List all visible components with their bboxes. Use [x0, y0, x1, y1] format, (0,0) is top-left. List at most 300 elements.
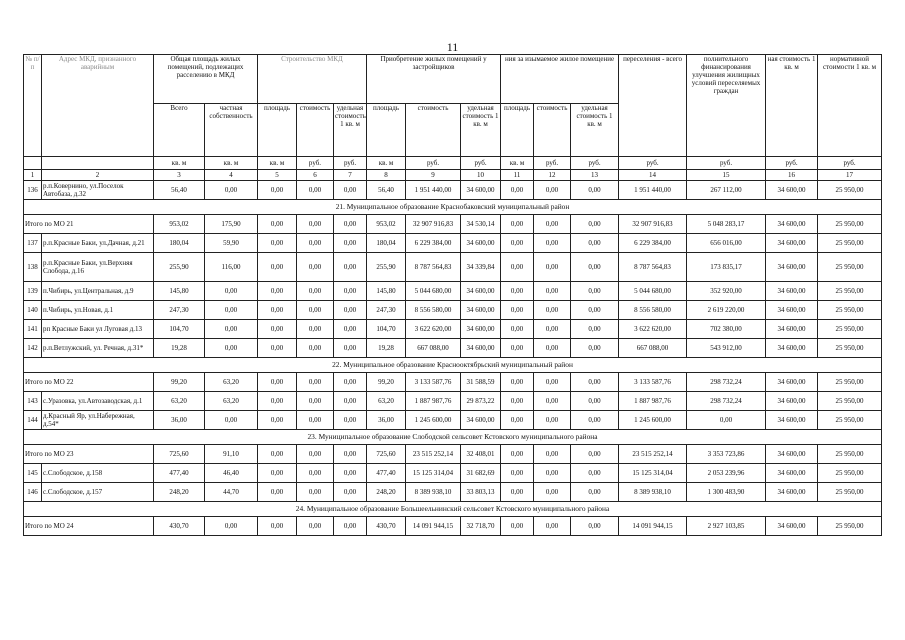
table-cell: 0,00	[297, 301, 334, 320]
table-cell: 352 920,00	[687, 282, 766, 301]
table-cell: 0,00	[297, 253, 334, 282]
table-cell: 0,00	[534, 445, 571, 464]
table-cell: 1 951 440,00	[619, 181, 687, 200]
table-cell: 0,00	[297, 392, 334, 411]
table-cell: 34 600,00	[461, 181, 501, 200]
table-cell: 1 951 440,00	[406, 181, 461, 200]
table-cell: 0,00	[534, 234, 571, 253]
units-cell: кв. м	[367, 157, 406, 170]
table-cell: 248,20	[367, 483, 406, 502]
table-cell: 0,00	[534, 464, 571, 483]
column-number-cell: 15	[687, 170, 766, 181]
header-build-cost: стоимость	[297, 104, 334, 157]
table-cell: 0,00	[205, 301, 258, 320]
table-cell: 25 950,00	[818, 234, 882, 253]
table-cell: 0,00	[571, 181, 619, 200]
table-cell: 430,70	[367, 517, 406, 536]
table-cell: 91,10	[205, 445, 258, 464]
table-cell: 25 950,00	[818, 215, 882, 234]
section-row	[24, 502, 882, 517]
table-cell: 0,00	[205, 181, 258, 200]
column-number-cell: 8	[367, 170, 406, 181]
table-cell: 247,30	[154, 301, 205, 320]
table-cell: 0,00	[501, 392, 534, 411]
address-cell: с.Слободское, д.157	[42, 483, 154, 502]
table-cell: 0,00	[334, 411, 367, 430]
table-cell: 0,00	[534, 320, 571, 339]
table-cell: 5 044 680,00	[406, 282, 461, 301]
table-cell: 180,04	[367, 234, 406, 253]
table-cell: 0,00	[258, 181, 297, 200]
table-cell: 25 950,00	[818, 483, 882, 502]
table-row	[24, 301, 882, 320]
table-cell: 63,20	[367, 392, 406, 411]
address-cell: р.п.Ковернино, ул.Поселок Автобаза, д.32	[42, 181, 154, 200]
table-cell: 25 950,00	[818, 301, 882, 320]
header-total: Всего	[154, 104, 205, 157]
row-number-cell: 143	[24, 392, 42, 411]
table-row	[24, 483, 882, 502]
table-body	[24, 181, 882, 536]
table-cell: 0,00	[334, 215, 367, 234]
table-cell: 36,00	[367, 411, 406, 430]
table-cell: 1 887 987,76	[406, 392, 461, 411]
units-row	[24, 157, 882, 170]
table-cell: 656 016,00	[687, 234, 766, 253]
table-cell: 99,20	[154, 373, 205, 392]
table-cell: 0,00	[534, 517, 571, 536]
table-cell: 0,00	[571, 373, 619, 392]
column-number-cell: 5	[258, 170, 297, 181]
table-cell: 0,00	[205, 282, 258, 301]
table-cell: 0,00	[258, 215, 297, 234]
table-cell: 25 950,00	[818, 373, 882, 392]
column-number-cell: 17	[818, 170, 882, 181]
table-cell: 0,00	[297, 282, 334, 301]
table-cell: 0,00	[334, 320, 367, 339]
column-number-cell: 2	[42, 170, 154, 181]
table-cell: 2 619 220,00	[687, 301, 766, 320]
table-cell: 953,02	[154, 215, 205, 234]
table-cell: 0,00	[534, 392, 571, 411]
row-number-cell: 136	[24, 181, 42, 200]
table-cell: 0,00	[334, 517, 367, 536]
table-cell: 0,00	[258, 373, 297, 392]
table-cell: 725,60	[367, 445, 406, 464]
table-cell: 477,40	[367, 464, 406, 483]
table-cell: 0,00	[334, 301, 367, 320]
table-row	[24, 181, 882, 200]
table-cell: 255,90	[367, 253, 406, 282]
header-purchase-area: площадь	[367, 104, 406, 157]
column-number-cell: 4	[205, 170, 258, 181]
address-cell: рп Красные Баки ул Луговая д.13	[42, 320, 154, 339]
table-cell: 953,02	[367, 215, 406, 234]
column-numbers-row	[24, 170, 882, 181]
table-cell: 8 787 564,83	[619, 253, 687, 282]
address-cell: д.Красный Яр, ул.Набережная, д.54*	[42, 411, 154, 430]
subtotal-label: Итого по МО 23	[24, 445, 154, 464]
table-cell: 0,00	[297, 215, 334, 234]
table-cell: 99,20	[367, 373, 406, 392]
address-cell: р.п.Красные Баки, ул.Дачная, д.21	[42, 234, 154, 253]
column-number-cell: 10	[461, 170, 501, 181]
table-cell: 0,00	[501, 320, 534, 339]
table-cell: 34 600,00	[766, 445, 818, 464]
section-row	[24, 200, 882, 215]
table-cell: 0,00	[501, 215, 534, 234]
units-cell: руб.	[818, 157, 882, 170]
table-cell: 25 950,00	[818, 392, 882, 411]
table-cell: 255,90	[154, 253, 205, 282]
table-cell: 1 245 600,00	[619, 411, 687, 430]
header-build-group: Строительство МКД	[258, 55, 367, 104]
table-cell: 25 950,00	[818, 282, 882, 301]
address-cell: с.Уразовка, ул.Автозаводская, д.1	[42, 392, 154, 411]
table-cell: 63,20	[205, 392, 258, 411]
table-cell: 0,00	[205, 517, 258, 536]
subtotal-row	[24, 373, 882, 392]
column-number-cell: 1	[24, 170, 42, 181]
table-cell: 3 622 620,00	[619, 320, 687, 339]
table-cell: 31 682,69	[461, 464, 501, 483]
row-number-cell: 138	[24, 253, 42, 282]
header-unit-cost-16: ная стоимость 1 кв. м	[766, 55, 818, 157]
table-cell: 34 600,00	[766, 464, 818, 483]
address-cell: п.Чибирь, ул.Новая, д.1	[42, 301, 154, 320]
table-row	[24, 253, 882, 282]
table-cell: 0,00	[334, 392, 367, 411]
header-secondary-area: площадь	[501, 104, 534, 157]
table-cell: 0,00	[571, 282, 619, 301]
table-row	[24, 320, 882, 339]
table-cell: 34 600,00	[766, 373, 818, 392]
table-cell: 8 389 938,10	[406, 483, 461, 502]
table-cell: 34 600,00	[766, 483, 818, 502]
table-cell: 0,00	[534, 181, 571, 200]
header-additional-finance: полнительного финансирования улучшения жилищных условий переселяемых граждан	[687, 55, 766, 157]
column-number-cell: 7	[334, 170, 367, 181]
table-cell: 34 600,00	[461, 234, 501, 253]
units-cell	[24, 157, 42, 170]
table-cell: 32 408,01	[461, 445, 501, 464]
table-cell: 3 133 587,76	[406, 373, 461, 392]
table-cell: 116,00	[205, 253, 258, 282]
units-cell: руб.	[334, 157, 367, 170]
subtotal-label: Итого по МО 22	[24, 373, 154, 392]
table-cell: 0,00	[334, 445, 367, 464]
table-cell: 25 950,00	[818, 445, 882, 464]
table-cell: 34 339,84	[461, 253, 501, 282]
table-cell: 14 091 944,15	[619, 517, 687, 536]
table-cell: 667 088,00	[406, 339, 461, 358]
table-cell: 34 600,00	[766, 282, 818, 301]
table-cell: 34 600,00	[461, 301, 501, 320]
subtotal-row	[24, 445, 882, 464]
table-cell: 32 907 916,83	[406, 215, 461, 234]
table-cell: 725,60	[154, 445, 205, 464]
header-col-no: № п/п	[24, 55, 42, 157]
column-number-cell: 14	[619, 170, 687, 181]
table-cell: 0,00	[571, 253, 619, 282]
table-cell: 34 600,00	[461, 320, 501, 339]
table-cell: 29 873,22	[461, 392, 501, 411]
header-normative-17: нормативной стоимости 1 кв. м	[818, 55, 882, 157]
table-cell: 0,00	[571, 392, 619, 411]
table-cell: 248,20	[154, 483, 205, 502]
table-cell: 543 912,00	[687, 339, 766, 358]
table-cell: 25 950,00	[818, 181, 882, 200]
header-purchase-unit-cost: удельная стоимость 1 кв. м	[461, 104, 501, 157]
table-cell: 0,00	[571, 320, 619, 339]
table-cell: 0,00	[571, 234, 619, 253]
table-cell: 3 622 620,00	[406, 320, 461, 339]
table-cell: 175,90	[205, 215, 258, 234]
table-cell: 0,00	[501, 253, 534, 282]
table-cell: 6 229 384,00	[406, 234, 461, 253]
table-cell: 34 600,00	[766, 253, 818, 282]
header-purchase-cost: стоимость	[406, 104, 461, 157]
table-cell: 23 515 252,14	[406, 445, 461, 464]
table-cell: 0,00	[534, 253, 571, 282]
table-row	[24, 464, 882, 483]
table-cell: 5 048 283,17	[687, 215, 766, 234]
table-cell: 25 950,00	[818, 253, 882, 282]
table-cell: 0,00	[501, 339, 534, 358]
header-total-area-group: Общая площадь жилых помещений, подлежащих расселению в МКД	[154, 55, 258, 104]
header-private: частная собственность	[205, 104, 258, 157]
page-number: 11	[446, 40, 459, 54]
table-cell: 8 389 938,10	[619, 483, 687, 502]
table-cell: 19,28	[154, 339, 205, 358]
table-cell: 44,70	[205, 483, 258, 502]
table-cell: 63,20	[205, 373, 258, 392]
table-cell: 0,00	[258, 320, 297, 339]
table-cell: 25 950,00	[818, 320, 882, 339]
table-cell: 8 787 564,83	[406, 253, 461, 282]
table-cell: 19,28	[367, 339, 406, 358]
table-cell: 180,04	[154, 234, 205, 253]
table-cell: 0,00	[534, 483, 571, 502]
table-cell: 23 515 252,14	[619, 445, 687, 464]
table-cell: 56,40	[367, 181, 406, 200]
table-cell: 0,00	[571, 483, 619, 502]
table-cell: 8 556 580,00	[619, 301, 687, 320]
table-row	[24, 392, 882, 411]
table-cell: 0,00	[258, 445, 297, 464]
table-cell: 0,00	[571, 301, 619, 320]
table-row	[24, 339, 882, 358]
table-cell: 0,00	[501, 282, 534, 301]
table-cell: 0,00	[297, 373, 334, 392]
table-cell: 14 091 944,15	[406, 517, 461, 536]
table-cell: 34 600,00	[766, 181, 818, 200]
units-cell: кв. м	[154, 157, 205, 170]
units-cell: руб.	[461, 157, 501, 170]
table-cell: 0,00	[501, 464, 534, 483]
table-cell: 702 380,00	[687, 320, 766, 339]
table-cell: 0,00	[297, 234, 334, 253]
table-cell: 56,40	[154, 181, 205, 200]
row-number-cell: 142	[24, 339, 42, 358]
resettlement-table-wrap	[23, 54, 881, 536]
subtotal-row	[24, 517, 882, 536]
table-cell: 0,00	[501, 373, 534, 392]
subtotal-row	[24, 215, 882, 234]
subtotal-label: Итого по МО 21	[24, 215, 154, 234]
table-cell: 0,00	[205, 320, 258, 339]
table-cell: 667 088,00	[619, 339, 687, 358]
table-cell: 0,00	[501, 483, 534, 502]
table-cell: 32 907 916,83	[619, 215, 687, 234]
section-row	[24, 358, 882, 373]
table-cell: 0,00	[297, 517, 334, 536]
table-cell: 145,80	[154, 282, 205, 301]
table-cell: 0,00	[258, 301, 297, 320]
table-cell: 34 600,00	[766, 339, 818, 358]
resettlement-table	[23, 54, 882, 536]
table-cell: 46,40	[205, 464, 258, 483]
address-cell: р.п.Красные Баки, ул.Верхняя Слобода, д.16	[42, 253, 154, 282]
table-cell: 0,00	[297, 320, 334, 339]
table-cell: 0,00	[571, 464, 619, 483]
row-number-cell: 139	[24, 282, 42, 301]
units-cell: кв. м	[258, 157, 297, 170]
units-cell: руб.	[571, 157, 619, 170]
table-cell: 104,70	[154, 320, 205, 339]
table-cell: 0,00	[501, 517, 534, 536]
table-cell: 298 732,24	[687, 373, 766, 392]
units-cell: руб.	[619, 157, 687, 170]
table-cell: 34 600,00	[461, 339, 501, 358]
header-secondary-unit-cost: удельная стоимость 1 кв. м	[571, 104, 619, 157]
table-cell: 0,00	[334, 464, 367, 483]
table-cell: 247,30	[367, 301, 406, 320]
header-secondary-cost: стоимость	[534, 104, 571, 157]
row-number-cell: 146	[24, 483, 42, 502]
units-cell: руб.	[297, 157, 334, 170]
table-cell: 0,00	[258, 411, 297, 430]
table-cell: 298 732,24	[687, 392, 766, 411]
table-cell: 25 950,00	[818, 517, 882, 536]
table-cell: 1 245 600,00	[406, 411, 461, 430]
section-title: 21. Муниципальное образование Краснобаковский муниципальный район	[24, 200, 882, 215]
table-cell: 15 125 314,04	[406, 464, 461, 483]
table-cell: 33 803,13	[461, 483, 501, 502]
units-cell: кв. м	[501, 157, 534, 170]
units-cell: руб.	[534, 157, 571, 170]
address-cell: с.Слободское, д.158	[42, 464, 154, 483]
table-cell: 0,00	[334, 373, 367, 392]
column-number-cell: 3	[154, 170, 205, 181]
table-cell: 0,00	[205, 411, 258, 430]
table-cell: 0,00	[571, 411, 619, 430]
column-number-cell: 11	[501, 170, 534, 181]
table-cell: 6 229 384,00	[619, 234, 687, 253]
column-number-cell: 16	[766, 170, 818, 181]
subtotal-label: Итого по МО 24	[24, 517, 154, 536]
table-cell: 0,00	[258, 483, 297, 502]
units-cell: руб.	[406, 157, 461, 170]
section-title: 22. Муниципальное образование Краснооктябрьский муниципальный район	[24, 358, 882, 373]
table-cell: 2 053 239,96	[687, 464, 766, 483]
table-cell: 34 600,00	[461, 411, 501, 430]
table-row	[24, 282, 882, 301]
table-cell: 0,00	[501, 445, 534, 464]
table-cell: 2 927 103,85	[687, 517, 766, 536]
table-row	[24, 234, 882, 253]
table-cell: 267 112,00	[687, 181, 766, 200]
table-cell: 0,00	[534, 215, 571, 234]
table-cell: 32 718,70	[461, 517, 501, 536]
table-cell: 8 556 580,00	[406, 301, 461, 320]
row-number-cell: 145	[24, 464, 42, 483]
table-cell: 0,00	[297, 181, 334, 200]
address-cell: п.Чибирь, ул.Центральная, д.9	[42, 282, 154, 301]
units-cell	[42, 157, 154, 170]
table-cell: 477,40	[154, 464, 205, 483]
table-cell: 104,70	[367, 320, 406, 339]
table-cell: 145,80	[367, 282, 406, 301]
table-cell: 34 600,00	[766, 234, 818, 253]
section-row	[24, 430, 882, 445]
header-purchase-group: Приобретение жилых помещений у застройщиков	[367, 55, 501, 104]
table-cell: 173 835,17	[687, 253, 766, 282]
table-cell: 0,00	[501, 411, 534, 430]
table-cell: 1 887 987,76	[619, 392, 687, 411]
table-cell: 0,00	[334, 181, 367, 200]
table-row	[24, 411, 882, 430]
row-number-cell: 144	[24, 411, 42, 430]
table-cell: 0,00	[334, 282, 367, 301]
table-cell: 0,00	[334, 234, 367, 253]
table-cell: 15 125 314,04	[619, 464, 687, 483]
header-build-area: площадь	[258, 104, 297, 157]
table-cell: 0,00	[534, 373, 571, 392]
table-cell: 34 600,00	[766, 411, 818, 430]
table-cell: 1 300 483,90	[687, 483, 766, 502]
units-cell: руб.	[766, 157, 818, 170]
table-cell: 0,00	[501, 181, 534, 200]
table-cell: 36,00	[154, 411, 205, 430]
header-build-unit-cost: удельная стоимость 1 кв. м	[334, 104, 367, 157]
column-number-cell: 9	[406, 170, 461, 181]
table-cell: 31 588,59	[461, 373, 501, 392]
table-cell: 3 133 587,76	[619, 373, 687, 392]
row-number-cell: 141	[24, 320, 42, 339]
table-cell: 0,00	[205, 339, 258, 358]
header-resettle-total: переселения - всего	[619, 55, 687, 157]
header-col-address: Адрес МКД, признанного аварийным	[42, 55, 154, 157]
table-cell: 0,00	[334, 339, 367, 358]
table-cell: 25 950,00	[818, 339, 882, 358]
table-cell: 0,00	[297, 483, 334, 502]
table-cell: 0,00	[534, 301, 571, 320]
table-cell: 0,00	[258, 392, 297, 411]
table-cell: 0,00	[571, 215, 619, 234]
table-cell: 34 600,00	[766, 392, 818, 411]
table-cell: 0,00	[501, 234, 534, 253]
table-header	[24, 55, 882, 181]
table-cell: 0,00	[571, 517, 619, 536]
table-cell: 34 600,00	[766, 301, 818, 320]
units-cell: кв. м	[205, 157, 258, 170]
table-cell: 0,00	[297, 411, 334, 430]
table-cell: 0,00	[687, 411, 766, 430]
table-cell: 34 600,00	[766, 517, 818, 536]
table-cell: 59,90	[205, 234, 258, 253]
table-cell: 0,00	[334, 253, 367, 282]
